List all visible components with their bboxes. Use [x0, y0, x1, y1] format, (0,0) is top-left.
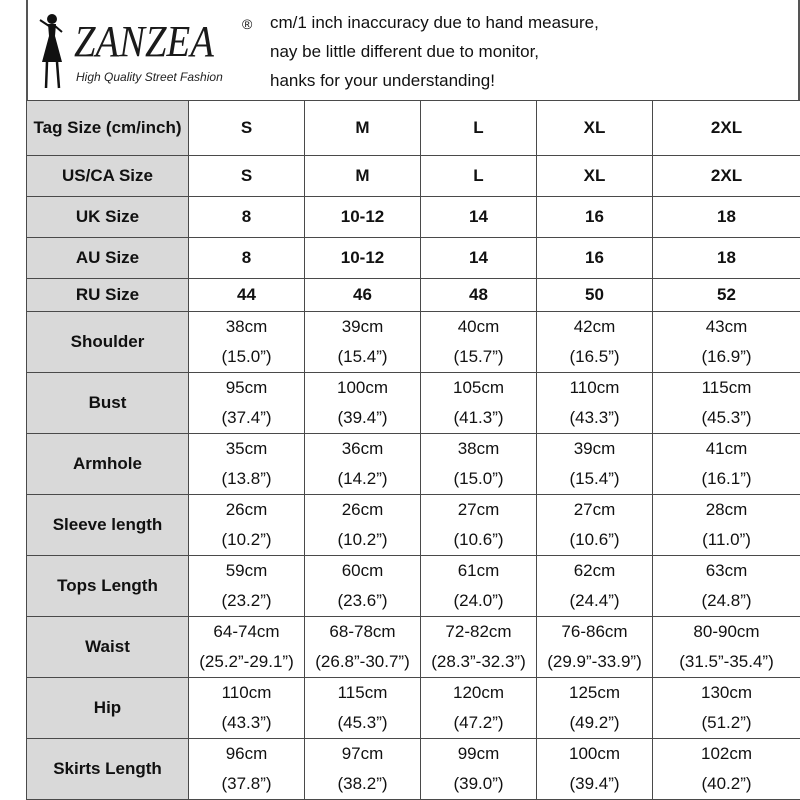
inch-value: (10.6”) [569, 530, 620, 549]
header [26, 0, 800, 100]
size-column-header: XL [537, 101, 653, 156]
inch-value: (15.0”) [221, 347, 272, 366]
measurement-cell [189, 312, 305, 373]
table-cell: 18 [653, 197, 800, 238]
cm-value: 80-90cm [693, 622, 760, 641]
cm-value: 72-82cm [445, 622, 512, 641]
measurement-cell [421, 556, 537, 617]
measurement-cell [421, 617, 537, 678]
table-row [27, 279, 800, 312]
table-row [27, 197, 800, 238]
cm-value: 115cm [701, 378, 752, 397]
inch-value: (16.1”) [701, 469, 752, 488]
woman-silhouette-icon [34, 10, 70, 92]
cm-value: 110cm [569, 378, 620, 397]
table-cell: 16 [537, 197, 653, 238]
inch-value: (40.2”) [701, 774, 752, 793]
cm-value: 100cm [336, 378, 389, 397]
inch-value: (10.2”) [221, 530, 272, 549]
cm-value: 97cm [341, 744, 384, 763]
table-cell: 10-12 [305, 238, 421, 279]
row-label: Skirts Length [27, 739, 189, 800]
row-label: RU Size [27, 279, 189, 312]
cm-value: 39cm [341, 317, 384, 336]
table-cell: S [189, 156, 305, 197]
inch-value: (10.6”) [453, 530, 504, 549]
measurement-cell [653, 434, 800, 495]
cm-value: 40cm [457, 317, 500, 336]
inch-value: (39.4”) [569, 774, 620, 793]
measurement-cell [189, 373, 305, 434]
inch-value: (28.3”-32.3”) [431, 652, 526, 671]
note-line: cm/1 inch inaccuracy due to hand measure, [270, 13, 599, 32]
row-label: Tops Length [27, 556, 189, 617]
measurement-cell [305, 312, 421, 373]
cm-value: 59cm [225, 561, 268, 580]
measurement-cell [189, 678, 305, 739]
cm-value: 76-86cm [561, 622, 628, 641]
inch-value: (43.3”) [221, 713, 272, 732]
inch-value: (15.4”) [337, 347, 388, 366]
measurement-cell [305, 495, 421, 556]
inch-value: (51.2”) [701, 713, 752, 732]
inch-value: (49.2”) [569, 713, 620, 732]
cm-value: 36cm [341, 439, 384, 458]
inch-value: (25.2”-29.1”) [199, 652, 294, 671]
size-chart-table [26, 100, 800, 800]
cm-value: 115cm [337, 683, 388, 702]
measurement-cell [653, 739, 800, 800]
measurement-cell [189, 556, 305, 617]
row-label: Bust [27, 373, 189, 434]
measurement-cell [305, 617, 421, 678]
measurement-cell [537, 373, 653, 434]
cm-value: 38cm [225, 317, 268, 336]
cm-value: 99cm [457, 744, 500, 763]
inch-value: (45.3”) [337, 713, 388, 732]
table-cell: 14 [421, 238, 537, 279]
measurement-cell [537, 678, 653, 739]
table-row [27, 373, 800, 434]
measurement-cell [305, 373, 421, 434]
brand-tagline: High Quality Street Fashion [76, 70, 223, 84]
measurement-cell [421, 373, 537, 434]
row-label: Shoulder [27, 312, 189, 373]
row-label: US/CA Size [27, 156, 189, 197]
table-cell: L [421, 156, 537, 197]
measurement-cell [537, 617, 653, 678]
measurement-cell [421, 495, 537, 556]
measurement-cell [653, 495, 800, 556]
table-row [27, 312, 800, 373]
cm-value: 96cm [225, 744, 268, 763]
cm-value: 41cm [705, 439, 748, 458]
tag-size-header: Tag Size (cm/inch) [27, 101, 189, 156]
measurement-cell [189, 495, 305, 556]
cm-value: 120cm [452, 683, 505, 702]
cm-value: 130cm [700, 683, 753, 702]
measurement-cell [653, 373, 800, 434]
table-row [27, 434, 800, 495]
cm-value: 26cm [341, 500, 384, 519]
measurement-cell [305, 556, 421, 617]
inch-value: (24.0”) [453, 591, 504, 610]
cm-value: 95cm [225, 378, 268, 397]
cm-value: 60cm [341, 561, 384, 580]
inch-value: (14.2”) [337, 469, 388, 488]
table-row [27, 156, 800, 197]
measurement-cell [305, 434, 421, 495]
note-line: hanks for your understanding! [270, 71, 495, 90]
inch-value: (41.3”) [453, 408, 504, 427]
inch-value: (24.4”) [569, 591, 620, 610]
inch-value: (24.8”) [701, 591, 752, 610]
table-row [27, 101, 800, 156]
inch-value: (43.3”) [569, 408, 620, 427]
table-cell: 14 [421, 197, 537, 238]
inch-value: (16.5”) [569, 347, 620, 366]
cm-value: 42cm [573, 317, 616, 336]
cm-value: 61cm [457, 561, 500, 580]
measurement-cell [537, 556, 653, 617]
inch-value: (29.9”-33.9”) [547, 652, 642, 671]
size-column-header: L [421, 101, 537, 156]
note-line: nay be little different due to monitor, [270, 42, 540, 61]
measurement-cell [189, 617, 305, 678]
inch-value: (39.4”) [337, 408, 388, 427]
cm-value: 68-78cm [329, 622, 396, 641]
measurement-cell [305, 739, 421, 800]
row-label: UK Size [27, 197, 189, 238]
inch-value: (39.0”) [453, 774, 504, 793]
table-cell: 50 [537, 279, 653, 312]
inch-value: (23.6”) [337, 591, 388, 610]
cm-value: 125cm [568, 683, 621, 702]
cm-value: 63cm [705, 561, 748, 580]
measurement-cell [653, 617, 800, 678]
cm-value: 64-74cm [213, 622, 280, 641]
inch-value: (47.2”) [453, 713, 504, 732]
size-column-header: 2XL [653, 101, 800, 156]
row-label: Hip [27, 678, 189, 739]
inch-value: (15.4”) [569, 469, 620, 488]
table-cell: 8 [189, 238, 305, 279]
inch-value: (16.9”) [701, 347, 752, 366]
inch-value: (31.5”-35.4”) [679, 652, 774, 671]
table-row [27, 238, 800, 279]
row-label: Armhole [27, 434, 189, 495]
cm-value: 39cm [573, 439, 616, 458]
table-cell: 44 [189, 279, 305, 312]
measurement-cell [421, 312, 537, 373]
measurement-cell [537, 495, 653, 556]
measurement-cell [189, 739, 305, 800]
inch-value: (11.0”) [702, 530, 751, 549]
measurement-cell [537, 739, 653, 800]
registered-mark: ® [242, 16, 253, 32]
inch-value: (10.2”) [337, 530, 388, 549]
row-label: Sleeve length [27, 495, 189, 556]
cm-value: 110cm [221, 683, 272, 702]
measurement-notes [270, 8, 599, 95]
size-column-header: M [305, 101, 421, 156]
cm-value: 27cm [457, 500, 500, 519]
row-label: Waist [27, 617, 189, 678]
table-cell: 18 [653, 238, 800, 279]
cm-value: 38cm [457, 439, 500, 458]
measurement-cell [537, 312, 653, 373]
table-cell: 48 [421, 279, 537, 312]
inch-value: (15.0”) [453, 469, 504, 488]
cm-value: 62cm [573, 561, 616, 580]
measurement-cell [653, 556, 800, 617]
table-cell: 2XL [653, 156, 800, 197]
brand-name: ZANZEA [74, 17, 214, 66]
cm-value: 28cm [705, 500, 748, 519]
table-cell: M [305, 156, 421, 197]
cm-value: 102cm [700, 744, 753, 763]
inch-value: (23.2”) [221, 591, 272, 610]
inch-value: (15.7”) [453, 347, 504, 366]
measurement-cell [421, 434, 537, 495]
cm-value: 27cm [573, 500, 616, 519]
inch-value: (38.2”) [337, 774, 388, 793]
inch-value: (45.3”) [701, 408, 752, 427]
table-cell: 8 [189, 197, 305, 238]
size-column-header: S [189, 101, 305, 156]
table-cell: 10-12 [305, 197, 421, 238]
table-cell: 46 [305, 279, 421, 312]
measurement-cell [189, 434, 305, 495]
measurement-cell [421, 739, 537, 800]
row-label: AU Size [27, 238, 189, 279]
measurement-cell [537, 434, 653, 495]
cm-value: 26cm [225, 500, 268, 519]
inch-value: (37.4”) [221, 408, 272, 427]
table-row [27, 556, 800, 617]
table-cell: XL [537, 156, 653, 197]
table-cell: 16 [537, 238, 653, 279]
cm-value: 105cm [452, 378, 505, 397]
measurement-cell [421, 678, 537, 739]
table-row [27, 617, 800, 678]
inch-value: (13.8”) [221, 469, 272, 488]
brand-logo [34, 6, 270, 94]
cm-value: 100cm [568, 744, 621, 763]
inch-value: (37.8”) [221, 774, 272, 793]
cm-value: 43cm [705, 317, 748, 336]
measurement-cell [653, 312, 800, 373]
inch-value: (26.8”-30.7”) [315, 652, 410, 671]
table-row [27, 495, 800, 556]
table-row [27, 678, 800, 739]
measurement-cell [305, 678, 421, 739]
cm-value: 35cm [225, 439, 268, 458]
table-row [27, 739, 800, 800]
table-cell: 52 [653, 279, 800, 312]
measurement-cell [653, 678, 800, 739]
